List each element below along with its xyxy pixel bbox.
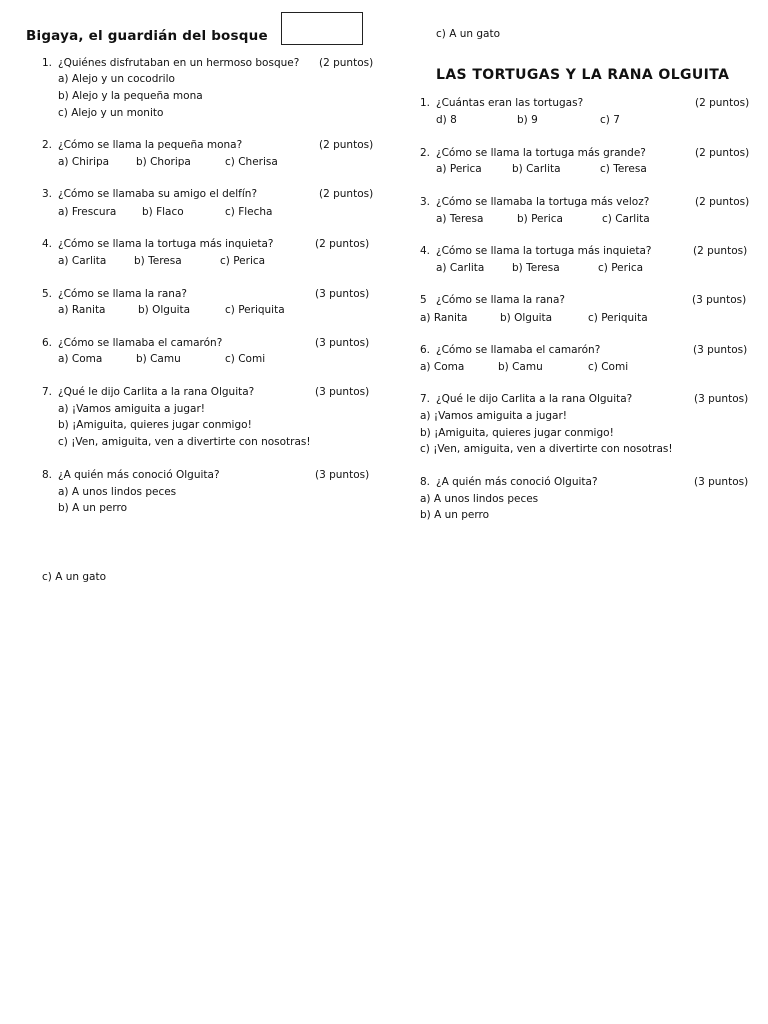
question-text: ¿Cómo se llamaba su amigo el delfín? — [58, 188, 258, 200]
option: b) 9 — [517, 114, 538, 126]
option: b) Flaco — [142, 206, 184, 218]
question-text: ¿Cómo se llamaba el camarón? — [58, 337, 223, 349]
option: b) Olguita — [138, 304, 191, 316]
question-points: (3 puntos) — [315, 469, 370, 481]
question-text: ¿Cómo se llamaba el camarón? — [436, 344, 601, 356]
option: c) Comi — [225, 353, 266, 365]
question-text: ¿Quiénes disfrutaban en un hermoso bosque? — [58, 57, 300, 69]
question-number: 2. — [42, 139, 53, 151]
question-text: ¿Cómo se llamaba la tortuga más veloz? — [436, 196, 650, 208]
option: a) Chiripa — [58, 156, 110, 168]
question-number: 4. — [42, 238, 53, 250]
question-points: (3 puntos) — [315, 288, 370, 300]
option: a) Carlita — [436, 262, 485, 274]
question-number: 1. — [420, 97, 431, 109]
option: d) 8 — [436, 114, 457, 126]
question-number: 3. — [42, 188, 53, 200]
question-number: 8. — [420, 476, 431, 488]
option: a) ¡Vamos amiguita a jugar! — [420, 410, 568, 422]
question-number: 6. — [42, 337, 53, 349]
question-text: ¿Cómo se llama la rana? — [58, 288, 187, 300]
question-text: ¿Cómo se llama la tortuga más grande? — [436, 147, 646, 159]
option: c) Perica — [220, 255, 266, 267]
question-text: ¿A quién más conoció Olguita? — [436, 476, 598, 488]
question-points: (3 puntos) — [694, 393, 749, 405]
orphan-option: c) A un gato — [42, 571, 107, 583]
question-number: 8. — [42, 469, 53, 481]
question-number: 7. — [42, 386, 53, 398]
question-points: (3 puntos) — [315, 337, 370, 349]
question-points: (3 puntos) — [315, 386, 370, 398]
option: a) Coma — [58, 353, 103, 365]
option: c) Alejo y un monito — [58, 107, 164, 119]
option: a) Alejo y un cocodrilo — [58, 73, 175, 85]
question-text: ¿Cómo se llama la rana? — [436, 294, 565, 306]
option: a) Ranita — [420, 312, 468, 324]
question-points: (2 puntos) — [319, 139, 374, 151]
option: c) Perica — [598, 262, 644, 274]
question-points: (2 puntos) — [319, 57, 374, 69]
option: b) ¡Amiguita, quieres jugar conmigo! — [58, 419, 252, 431]
question-points: (2 puntos) — [695, 147, 750, 159]
option: b) A un perro — [58, 502, 128, 514]
question-text: ¿Cómo se llama la pequeña mona? — [58, 139, 243, 151]
option: c) Periquita — [225, 304, 285, 316]
left-title: Bigaya, el guardián del bosque — [26, 28, 268, 44]
option: b) Camu — [136, 353, 181, 365]
option: c) ¡Ven, amiguita, ven a divertirte con nosotras! — [420, 443, 673, 455]
option: b) Alejo y la pequeña mona — [58, 90, 203, 102]
question-number: 5 — [420, 294, 427, 306]
option: a) A unos lindos peces — [420, 493, 539, 505]
option: a) Coma — [420, 361, 465, 373]
right-top-option: c) A un gato — [436, 28, 501, 40]
question-text: ¿Qué le dijo Carlita a la rana Olguita? — [58, 386, 255, 398]
question-number: 6. — [420, 344, 431, 356]
question-text: ¿Cómo se llama la tortuga más inquieta? — [436, 245, 652, 257]
question-number: 3. — [420, 196, 431, 208]
option: c) ¡Ven, amiguita, ven a divertirte con nosotras! — [58, 436, 311, 448]
question-number: 4. — [420, 245, 431, 257]
question-points: (2 puntos) — [693, 245, 748, 257]
option: b) Carlita — [512, 163, 561, 175]
option: a) Ranita — [58, 304, 106, 316]
right-title: LAS TORTUGAS Y LA RANA OLGUITA — [436, 67, 730, 83]
option: b) Olguita — [500, 312, 553, 324]
question-text: ¿Qué le dijo Carlita a la rana Olguita? — [436, 393, 633, 405]
option: b) ¡Amiguita, quieres jugar conmigo! — [420, 427, 614, 439]
question-text: ¿Cuántas eran las tortugas? — [436, 97, 584, 109]
question-points: (2 puntos) — [315, 238, 370, 250]
question-points: (3 puntos) — [693, 344, 748, 356]
question-points: (3 puntos) — [694, 476, 749, 488]
option: a) Teresa — [436, 213, 484, 225]
option: c) Flecha — [225, 206, 273, 218]
option: b) A un perro — [420, 509, 490, 521]
question-text: ¿A quién más conoció Olguita? — [58, 469, 220, 481]
option: c) Carlita — [602, 213, 650, 225]
question-number: 1. — [42, 57, 53, 69]
question-points: (2 puntos) — [695, 97, 750, 109]
option: a) A unos lindos peces — [58, 486, 177, 498]
option: c) Comi — [588, 361, 629, 373]
option: a) Perica — [436, 163, 482, 175]
option: b) Perica — [517, 213, 563, 225]
option: a) Carlita — [58, 255, 107, 267]
option: c) Teresa — [600, 163, 647, 175]
option: a) Frescura — [58, 206, 117, 218]
option: b) Camu — [498, 361, 543, 373]
option: b) Teresa — [134, 255, 182, 267]
option: b) Teresa — [512, 262, 560, 274]
question-points: (2 puntos) — [695, 196, 750, 208]
question-text: ¿Cómo se llama la tortuga más inquieta? — [58, 238, 274, 250]
question-number: 2. — [420, 147, 431, 159]
score-box — [281, 12, 363, 45]
question-points: (2 puntos) — [319, 188, 374, 200]
question-number: 7. — [420, 393, 431, 405]
question-points: (3 puntos) — [692, 294, 747, 306]
option: c) Periquita — [588, 312, 648, 324]
option: a) ¡Vamos amiguita a jugar! — [58, 403, 206, 415]
option: c) Cherisa — [225, 156, 278, 168]
option: b) Choripa — [136, 156, 191, 168]
option: c) 7 — [600, 114, 620, 126]
question-number: 5. — [42, 288, 53, 300]
